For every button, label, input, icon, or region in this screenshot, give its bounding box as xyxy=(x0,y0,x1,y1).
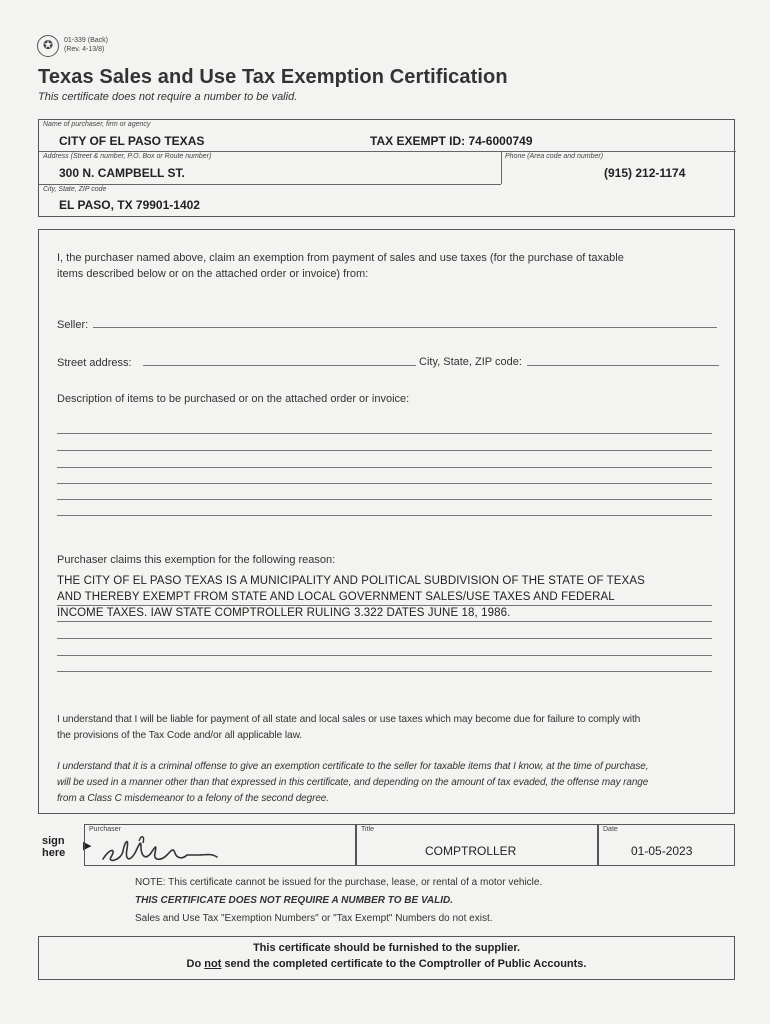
supplier-instructions-box xyxy=(38,936,735,980)
reason-line-rule xyxy=(57,671,712,672)
date-field[interactable]: 01-05-2023 xyxy=(631,844,693,858)
street-address-label: Street address: xyxy=(57,357,132,369)
page-subtitle: This certificate does not require a number to be valid. xyxy=(38,91,298,103)
instruction-emphasis: not xyxy=(204,958,222,970)
description-line[interactable] xyxy=(57,499,712,500)
description-line[interactable] xyxy=(57,433,712,434)
liability-line: the provisions of the Tax Code and/or all applicable law. xyxy=(57,730,302,741)
legal-line: will be used in a manner other than that expressed in this certificate, and depending on the amount of tax evaded, the offense may range xyxy=(57,777,649,788)
note-line: Sales and Use Tax "Exemption Numbers" or "Tax Exempt" Numbers do not exist. xyxy=(135,913,493,924)
row-divider xyxy=(39,184,501,185)
city-label: City, State, ZIP code xyxy=(43,186,107,193)
criminal-offense-notice xyxy=(57,759,733,807)
claim-intro-line: I, the purchaser named above, claim an exemption from payment of sales and use taxes (for the purchase of taxable xyxy=(57,252,624,264)
comptroller-instruction xyxy=(39,958,734,970)
arrow-right-icon: ▶ xyxy=(83,840,92,852)
date-label: Date xyxy=(603,826,618,833)
legal-line: I understand that it is a criminal offense to give an exemption certificate to the seller for taxable items that I know, at the time of purchase, xyxy=(57,761,649,772)
purchaser-name-field[interactable]: CITY OF EL PASO TEXAS xyxy=(59,134,205,148)
claim-intro-line: items described below or on the attached order or invoice) from: xyxy=(57,268,369,280)
sign-here-badge xyxy=(38,832,84,868)
purchaser-signature-field[interactable] xyxy=(84,824,356,866)
reason-line: INCOME TAXES. IAW STATE COMPTROLLER RULING 3.322 DATES JUNE 18, 1986. xyxy=(57,607,511,619)
liability-line: I understand that I will be liable for payment of all state and local sales or use taxes which may become due for failure to comply with xyxy=(57,714,641,725)
description-label: Description of items to be purchased or on the attached order or invoice: xyxy=(57,393,410,405)
instruction-text: Do xyxy=(186,958,205,970)
date-box xyxy=(598,824,735,866)
description-line[interactable] xyxy=(57,467,712,468)
reason-line-rule xyxy=(57,605,712,606)
title-box xyxy=(356,824,598,866)
note-line: NOTE: This certificate cannot be issued for the purchase, lease, or rental of a motor vehicle. xyxy=(135,877,543,888)
instruction-text: send the completed certificate to the Comptroller of Public Accounts. xyxy=(221,958,587,970)
reason-line-rule xyxy=(57,638,712,639)
description-line[interactable] xyxy=(57,483,712,484)
claim-intro xyxy=(57,250,727,282)
seller-field[interactable] xyxy=(93,327,717,328)
reason-line-rule xyxy=(57,621,712,622)
row-divider xyxy=(39,151,736,152)
city-state-zip-label: City, State, ZIP code: xyxy=(419,356,522,368)
phone-divider xyxy=(501,151,502,184)
city-field[interactable]: EL PASO, TX 79901-1402 xyxy=(59,198,200,212)
address-label: Address (Street & number, P.O. Box or Route number) xyxy=(43,153,212,160)
tax-exempt-id: TAX EXEMPT ID: 74-6000749 xyxy=(370,134,533,148)
note-line: THIS CERTIFICATE DOES NOT REQUIRE A NUMBER TO BE VALID. xyxy=(135,895,453,906)
phone-field[interactable]: (915) 212-1174 xyxy=(604,166,686,180)
reason-line: THE CITY OF EL PASO TEXAS IS A MUNICIPALITY AND POLITICAL SUBDIVISION OF THE STATE OF TEXAS xyxy=(57,575,645,587)
liability-statement xyxy=(57,712,733,744)
reason-text[interactable] xyxy=(57,573,733,621)
supplier-instruction: This certificate should be furnished to the supplier. xyxy=(252,942,521,954)
form-number: 01-339 (Back) xyxy=(64,37,108,44)
seller-label: Seller: xyxy=(57,319,89,331)
texas-seal-icon: ✪ xyxy=(37,35,59,57)
page-title: Texas Sales and Use Tax Exemption Certification xyxy=(38,66,508,88)
reason-line-rule xyxy=(57,655,712,656)
sign-here-line: here xyxy=(42,847,66,859)
exemption-claim-box xyxy=(38,229,735,814)
handwritten-signature-icon xyxy=(95,831,245,867)
title-field[interactable]: COMPTROLLER xyxy=(425,844,517,858)
sign-here-line: sign xyxy=(42,835,65,847)
form-number-block xyxy=(64,36,108,54)
title-label: Title xyxy=(361,826,374,833)
note-block xyxy=(135,874,542,928)
reason-line: AND THEREBY EXEMPT FROM STATE AND LOCAL GOVERNMENT SALES/USE TAXES AND FEDERAL xyxy=(57,591,615,603)
city-state-zip-field[interactable] xyxy=(527,365,719,366)
legal-line: from a Class C misdemeanor to a felony of the second degree. xyxy=(57,793,329,804)
purchaser-info-box xyxy=(38,119,735,217)
phone-label: Phone (Area code and number) xyxy=(505,153,604,160)
reason-label: Purchaser claims this exemption for the following reason: xyxy=(57,554,336,566)
purchaser-name-label: Name of purchaser, firm or agency xyxy=(43,121,151,128)
description-line[interactable] xyxy=(57,515,712,516)
description-line[interactable] xyxy=(57,450,712,451)
purchaser-signature-label: Purchaser xyxy=(89,826,121,833)
street-address-field[interactable] xyxy=(143,365,416,366)
address-field[interactable]: 300 N. CAMPBELL ST. xyxy=(59,166,185,180)
form-revision: (Rev. 4-13/8) xyxy=(64,46,105,53)
